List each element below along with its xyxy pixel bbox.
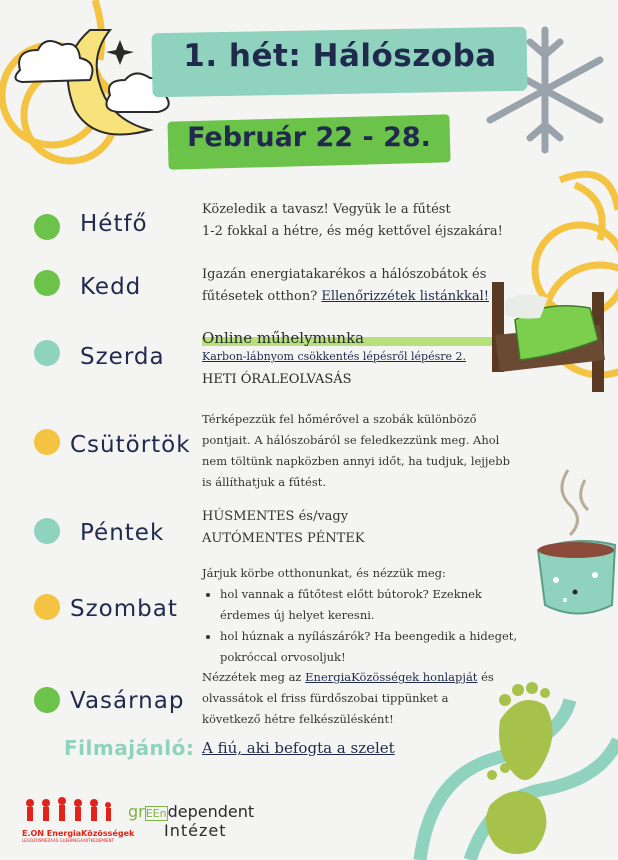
tea-cup-icon xyxy=(538,470,615,614)
day-text-hetfo: Közeledik a tavasz! Vegyük le a fűtést 1-2 fokkal a hétre, és még kettővel éjszakára! xyxy=(202,202,503,239)
day-dot-szombat xyxy=(34,594,60,620)
day-label-kedd: Kedd xyxy=(80,274,142,300)
day-label-hetfo: Hétfő xyxy=(80,211,148,237)
checklist-link[interactable]: Ellenőrizzétek listánkkal! xyxy=(321,289,489,304)
list-item: • hol húznak a nyílászárók? Ha beengedik a hideget, pokróccal orvosoljuk! xyxy=(220,626,522,668)
day-label-szerda: Szerda xyxy=(80,344,165,370)
greendependent-logo: grEEndependent Intézet xyxy=(128,802,255,840)
eon-logo-sub: LEGOZOSMEZAAS GUEHMEGAAIITKEQEMIENT xyxy=(22,838,114,843)
day-dot-vasarnap xyxy=(34,687,60,713)
workshop-link[interactable]: Karbon-lábnyom csökkentés lépésről lépésre 2. xyxy=(202,350,466,363)
day-dot-csutortok xyxy=(34,429,60,455)
page-title: 1. hét: Hálószoba xyxy=(183,38,497,74)
day-dot-hetfo xyxy=(34,214,60,240)
day-dot-pentek xyxy=(34,518,60,544)
day-dot-kedd xyxy=(34,270,60,296)
energiakozossegek-link[interactable]: EnergiaKözösségek honlapját xyxy=(305,670,478,684)
day-text-csutortok: Térképezzük fel hőmérővel a szobák különböző pontjait. A hálószobáról se feledkezzünk meg. Ahol nem töltünk napközben annyi időt, ha tudjuk, lejjebb is állíthatjuk a fűtést. xyxy=(202,412,510,489)
day-label-pentek: Péntek xyxy=(80,520,165,546)
eon-logo-name: E.ON EnergiaKözösségek xyxy=(22,829,135,838)
eon-logo xyxy=(22,795,135,843)
list-item: • hol vannak a fűtőtest előtt bútorok? Ezeknek érdemes új helyet keresni. xyxy=(220,584,522,626)
day-text-kedd: Igazán energiatakarékos a hálószobátok és fűtésetek otthon? Ellenőrizzétek listánkkal! xyxy=(202,267,489,304)
workshop-heading: Online műhelymunka xyxy=(202,328,492,348)
day-text-vasarnap: Nézzétek meg az EnergiaKözösségek honlapját és olvassátok el friss fürdőszobai tippünket a következő hétre felkészülésként! xyxy=(202,670,494,726)
film-title-link[interactable]: A fiú, aki befogta a szelet xyxy=(202,739,395,757)
film-recommendation-label: Filmajánló: xyxy=(64,736,195,760)
day-text-szombat: Járjuk körbe otthonunkat, és nézzük meg: • hol vannak a fűtőtest előtt bútorok? Ezeknek érdemes új helyet keresni. • hol húznak a nyílászárók? Ha beengedik a hideget, pokróccal orvosoljuk! xyxy=(202,563,522,668)
day-label-vasarnap: Vasárnap xyxy=(70,688,185,714)
date-range: Február 22 - 28. xyxy=(187,122,431,153)
meter-reading: HETI ÓRALEOLVASÁS xyxy=(202,372,352,387)
day-dot-szerda xyxy=(34,340,60,366)
day-label-csutortok: Csütörtök xyxy=(70,432,191,458)
day-text-szerda xyxy=(202,328,492,391)
day-label-szombat: Szombat xyxy=(70,596,178,622)
people-icon xyxy=(22,795,114,825)
day-text-pentek: HÚSMENTES és/vagy AUTÓMENTES PÉNTEK xyxy=(202,509,365,546)
